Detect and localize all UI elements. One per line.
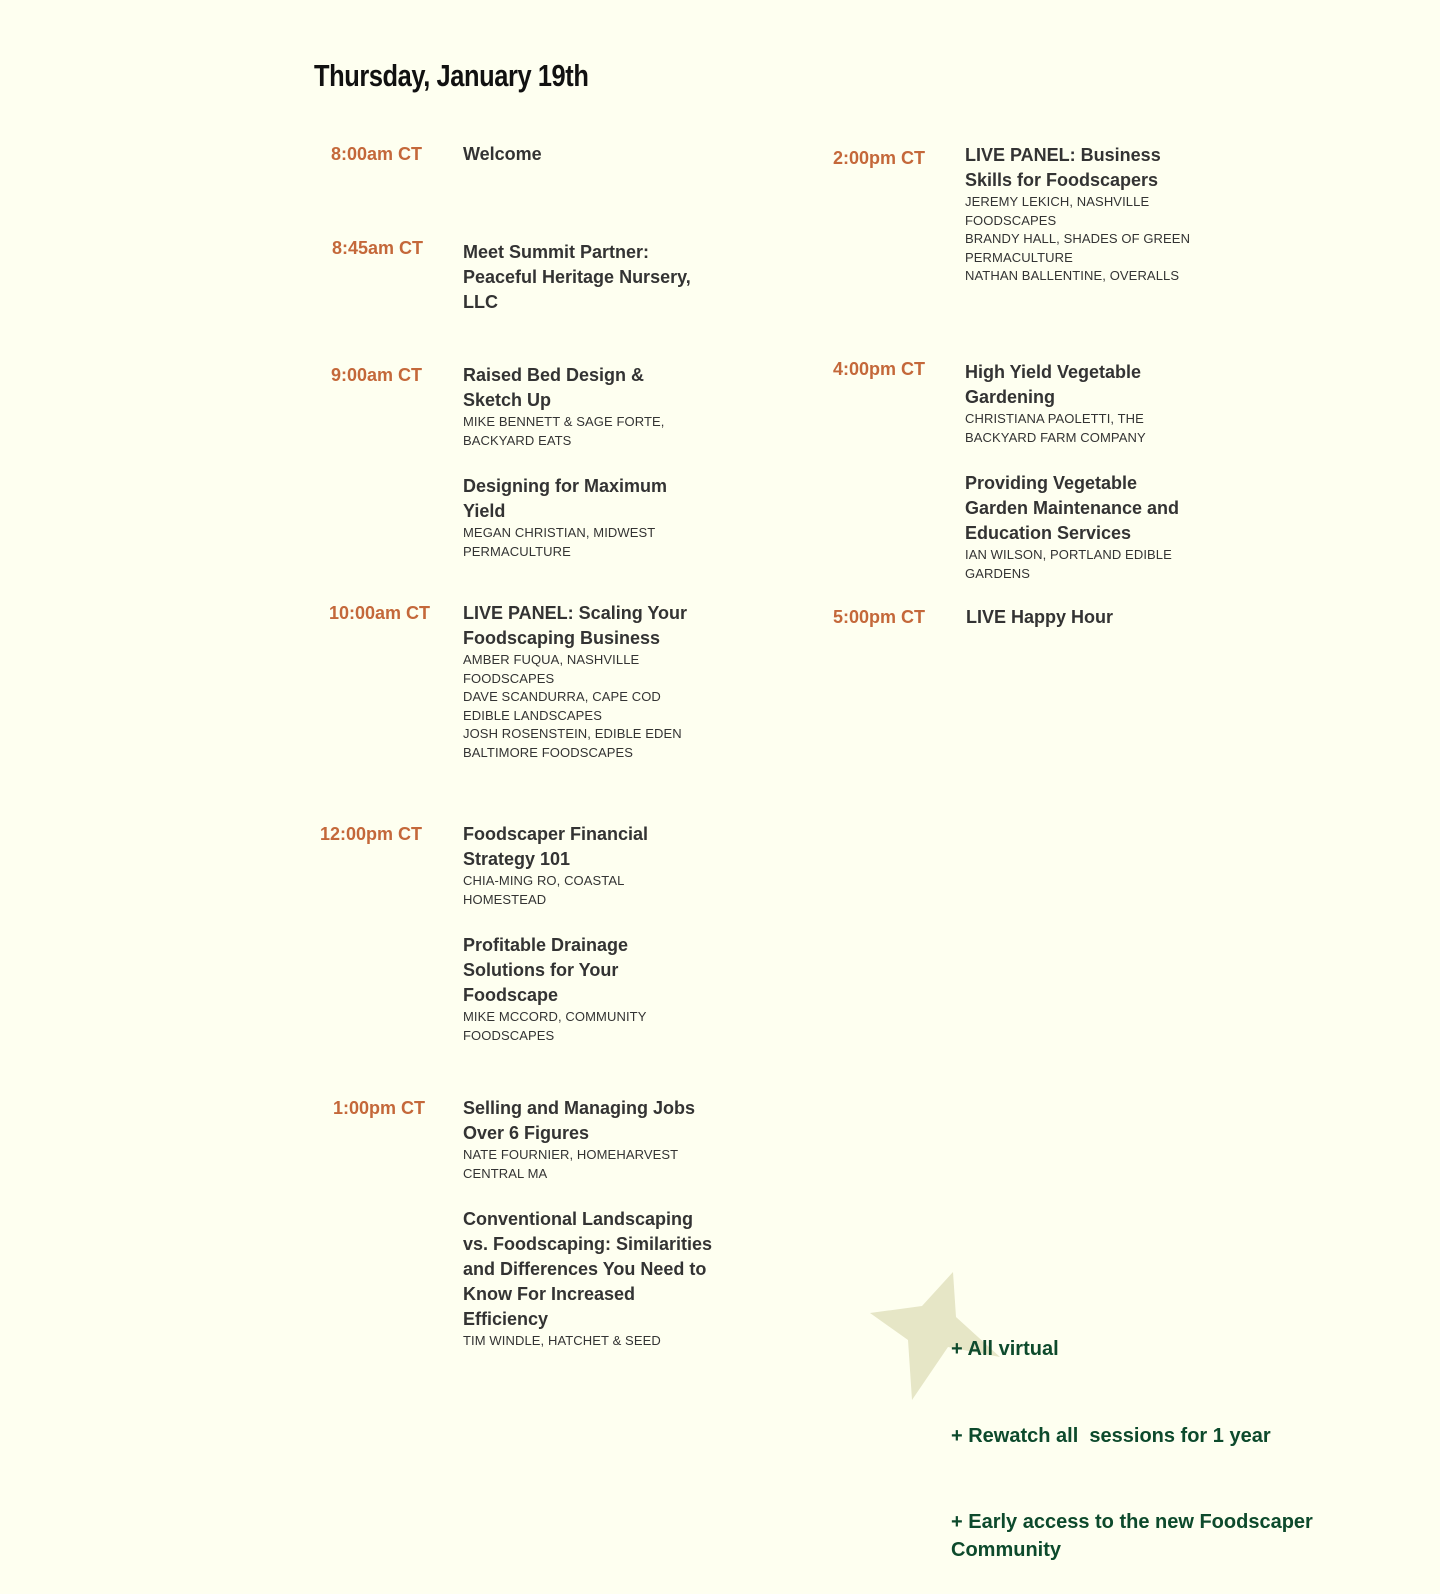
session-title: LIVE PANEL: Business Skills for Foodscapers <box>965 145 1161 190</box>
session <box>463 1096 713 1183</box>
session-list <box>463 601 703 762</box>
session <box>463 1207 713 1351</box>
session <box>965 143 1215 286</box>
session-list <box>966 605 1226 630</box>
session-list <box>463 142 723 167</box>
speaker: MEGAN CHRISTIAN, MIDWEST PERMACULTURE <box>463 525 656 559</box>
session-list <box>463 363 688 561</box>
session-title: Providing Vegetable Garden Maintenance and Education Services <box>965 473 1180 543</box>
session-list <box>463 822 678 1045</box>
session <box>463 933 678 1045</box>
session <box>965 360 1200 447</box>
perk-item: + Rewatch all sessions for 1 year <box>951 1424 1271 1447</box>
speaker: JEREMY LEKICH, NASHVILLE FOODSCAPES <box>965 194 1150 228</box>
time-label: 8:45am CT <box>332 238 424 258</box>
session-title: Designing for Maximum Yield <box>463 476 668 521</box>
perk-item: + Early access to the new Foodscaper Community <box>951 1510 1319 1562</box>
speaker: BRANDY HALL, SHADES OF GREEN PERMACULTURE <box>965 231 1191 265</box>
perk-item: + All virtual <box>951 1338 1059 1361</box>
session-title: LIVE Happy Hour <box>966 607 1114 627</box>
time-label: 8:00am CT <box>331 144 423 164</box>
speaker: CHIA-MING RO, COASTAL HOMESTEAD <box>463 873 625 907</box>
session-title: Meet Summit Partner: Peaceful Heritage Nursery, LLC <box>463 242 691 312</box>
session-title: High Yield Vegetable Gardening <box>965 362 1142 407</box>
session <box>966 605 1226 630</box>
session <box>463 601 703 762</box>
session-title: Conventional Landscaping vs. Foodscaping: Similarities and Differences You Need to Know For Increased Efficiency <box>463 1209 713 1329</box>
speaker: JOSH ROSENSTEIN, EDIBLE EDEN BALTIMORE FOODSCAPES <box>463 726 682 760</box>
speaker: MIKE MCCORD, COMMUNITY FOODSCAPES <box>463 1009 647 1043</box>
time-label: 9:00am CT <box>331 365 423 385</box>
session-list <box>463 1096 713 1351</box>
session-title: Welcome <box>463 144 542 164</box>
perks-list <box>951 1278 1351 1594</box>
session-title: Raised Bed Design & Sketch Up <box>463 365 645 410</box>
time-label: 4:00pm CT <box>833 359 926 379</box>
speaker: MIKE BENNETT & SAGE FORTE, BACKYARD EATS <box>463 414 665 448</box>
speaker: CHRISTIANA PAOLETTI, THE BACKYARD FARM COMPANY <box>965 411 1146 445</box>
session-list <box>965 360 1200 583</box>
time-label: 1:00pm CT <box>333 1098 426 1118</box>
session-list <box>965 143 1215 286</box>
session-list <box>463 240 713 315</box>
session <box>965 471 1200 583</box>
session <box>463 363 688 450</box>
speaker: NATHAN BALLENTINE, OVERALLS <box>965 268 1180 283</box>
time-label: 10:00am CT <box>329 603 431 623</box>
session-title: Profitable Drainage Solutions for Your Foodscape <box>463 935 629 1005</box>
speaker: IAN WILSON, PORTLAND EDIBLE GARDENS <box>965 547 1172 581</box>
speaker: TIM WINDLE, HATCHET & SEED <box>463 1333 661 1348</box>
session-title: Selling and Managing Jobs Over 6 Figures <box>463 1098 696 1143</box>
session <box>463 142 723 167</box>
session <box>463 822 678 909</box>
session <box>463 240 713 315</box>
session-title: LIVE PANEL: Scaling Your Foodscaping Business <box>463 603 688 648</box>
speaker: AMBER FUQUA, NASHVILLE FOODSCAPES <box>463 652 640 686</box>
time-label: 5:00pm CT <box>833 607 926 627</box>
time-label: 2:00pm CT <box>833 148 926 168</box>
session <box>463 474 688 561</box>
session-title: Foodscaper Financial Strategy 101 <box>463 824 649 869</box>
time-label: 12:00pm CT <box>320 824 423 844</box>
speaker: NATE FOURNIER, HOMEHARVEST CENTRAL MA <box>463 1147 678 1181</box>
speaker: DAVE SCANDURRA, CAPE COD EDIBLE LANDSCAPES <box>463 689 661 723</box>
page-title: Thursday, January 19th <box>314 58 589 93</box>
